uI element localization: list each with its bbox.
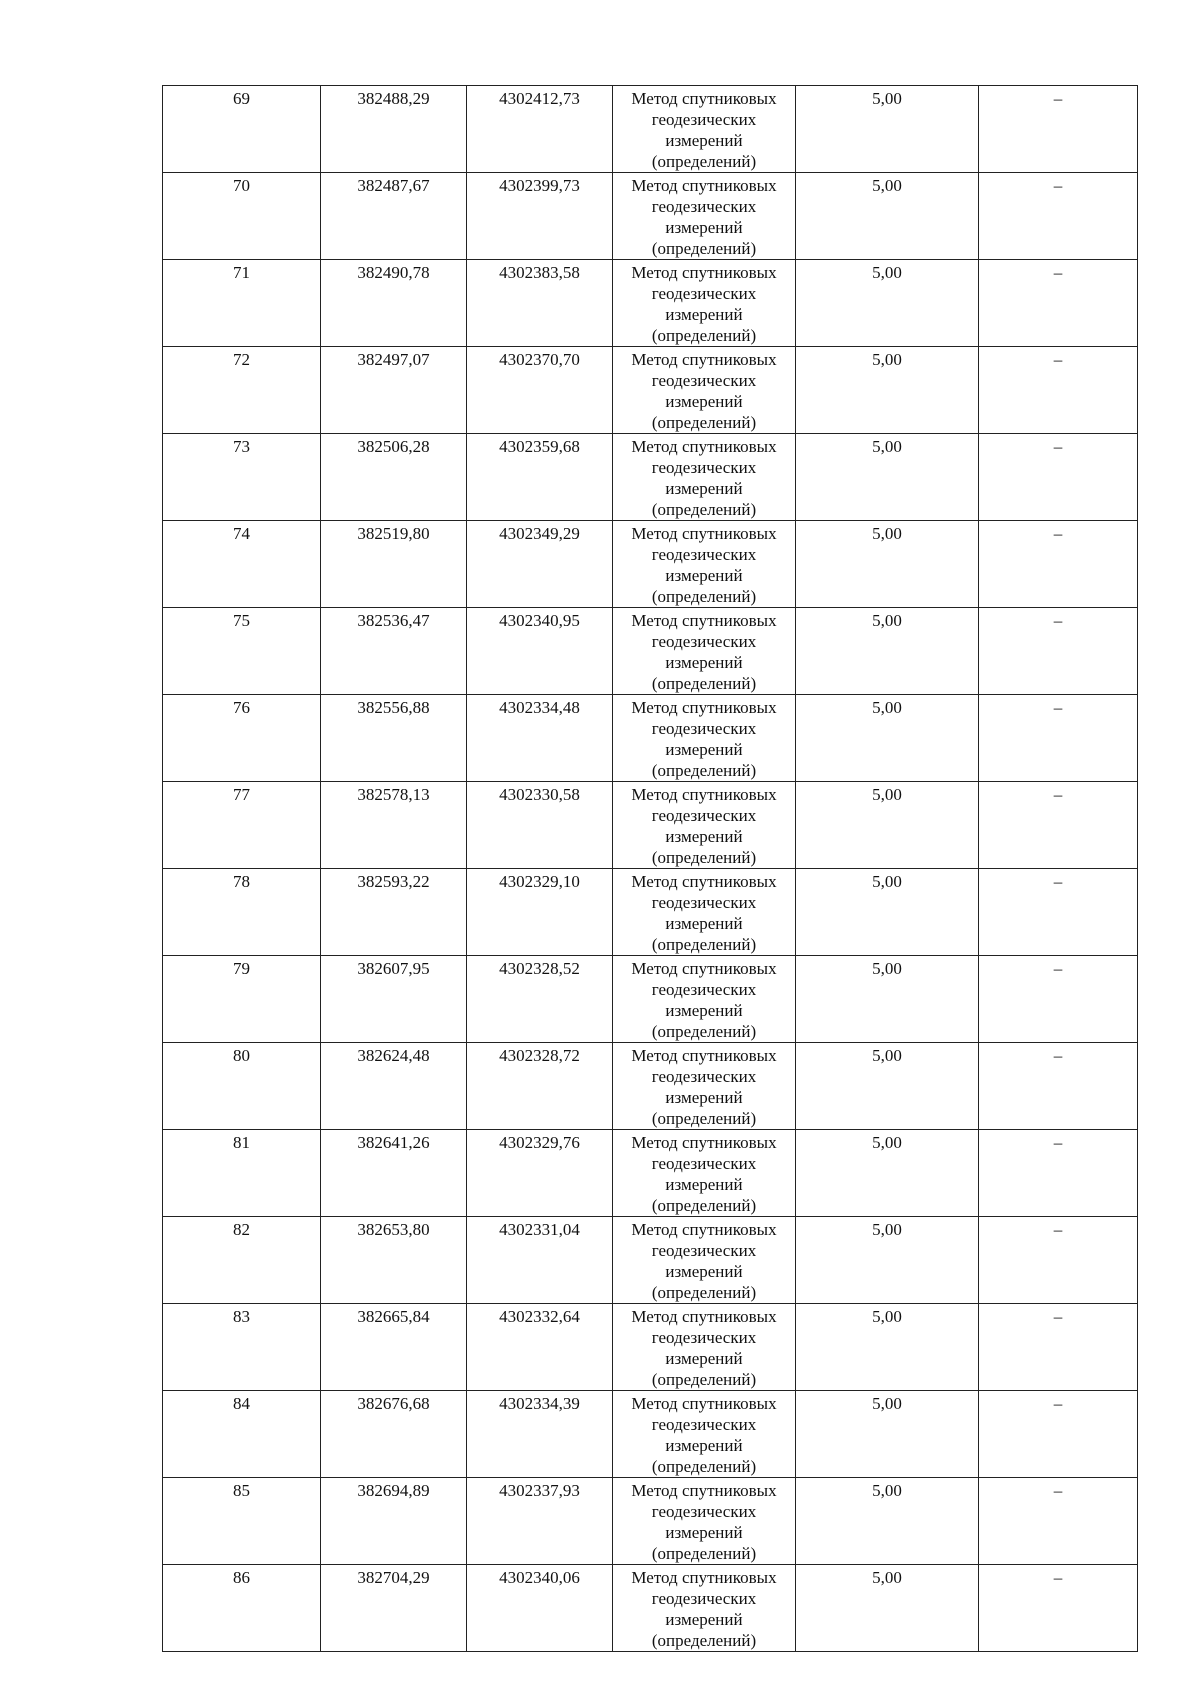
- point-number-cell: [163, 1391, 321, 1478]
- method-cell: [613, 869, 796, 956]
- point-number-cell: [163, 869, 321, 956]
- accuracy-cell: [796, 782, 979, 869]
- method-cell: [613, 1565, 796, 1652]
- table-row: [163, 956, 1138, 1043]
- x-coordinate-cell: [321, 434, 467, 521]
- accuracy-cell: [796, 608, 979, 695]
- point-number-value: 76: [233, 698, 250, 717]
- accuracy-value: 5,00: [872, 1394, 902, 1413]
- accuracy-value: 5,00: [872, 698, 902, 717]
- note-cell: [979, 1043, 1138, 1130]
- x-coordinate-value: 382578,13: [357, 785, 430, 804]
- note-value: –: [1053, 1307, 1063, 1326]
- note-value: –: [1053, 1220, 1063, 1239]
- x-coordinate-cell: [321, 86, 467, 173]
- method-cell: [613, 173, 796, 260]
- y-coordinate-value: 4302340,06: [499, 1568, 580, 1587]
- y-coordinate-value: 4302329,10: [499, 872, 580, 891]
- point-number-value: 71: [233, 263, 250, 282]
- table-row: [163, 86, 1138, 173]
- x-coordinate-value: 382556,88: [357, 698, 430, 717]
- y-coordinate-value: 4302359,68: [499, 437, 580, 456]
- table-row: [163, 434, 1138, 521]
- method-value: Метод спутниковых геодезических измерений (определений): [631, 1220, 777, 1302]
- method-cell: [613, 608, 796, 695]
- x-coordinate-value: 382676,68: [357, 1394, 430, 1413]
- note-cell: [979, 1304, 1138, 1391]
- point-number-value: 84: [233, 1394, 250, 1413]
- accuracy-cell: [796, 86, 979, 173]
- y-coordinate-cell: [467, 1217, 613, 1304]
- x-coordinate-value: 382694,89: [357, 1481, 430, 1500]
- y-coordinate-value: 4302337,93: [499, 1481, 580, 1500]
- x-coordinate-cell: [321, 869, 467, 956]
- y-coordinate-cell: [467, 956, 613, 1043]
- accuracy-cell: [796, 956, 979, 1043]
- note-value: –: [1053, 1133, 1063, 1152]
- table-row: [163, 347, 1138, 434]
- note-value: –: [1053, 611, 1063, 630]
- method-value: Метод спутниковых геодезических измерений (определений): [631, 785, 777, 867]
- accuracy-value: 5,00: [872, 89, 902, 108]
- y-coordinate-cell: [467, 782, 613, 869]
- accuracy-value: 5,00: [872, 959, 902, 978]
- method-cell: [613, 347, 796, 434]
- x-coordinate-value: 382497,07: [357, 350, 430, 369]
- method-value: Метод спутниковых геодезических измерений (определений): [631, 698, 777, 780]
- y-coordinate-value: 4302349,29: [499, 524, 580, 543]
- method-cell: [613, 1130, 796, 1217]
- table-row: [163, 1217, 1138, 1304]
- note-value: –: [1053, 698, 1063, 717]
- table-row: [163, 608, 1138, 695]
- x-coordinate-cell: [321, 1043, 467, 1130]
- point-number-cell: [163, 347, 321, 434]
- point-number-cell: [163, 1130, 321, 1217]
- table-row: [163, 1043, 1138, 1130]
- x-coordinate-cell: [321, 1478, 467, 1565]
- y-coordinate-value: 4302370,70: [499, 350, 580, 369]
- x-coordinate-value: 382490,78: [357, 263, 430, 282]
- accuracy-cell: [796, 173, 979, 260]
- x-coordinate-value: 382607,95: [357, 959, 430, 978]
- note-cell: [979, 260, 1138, 347]
- table-row: [163, 1304, 1138, 1391]
- note-value: –: [1053, 1481, 1063, 1500]
- note-cell: [979, 1391, 1138, 1478]
- accuracy-value: 5,00: [872, 1220, 902, 1239]
- note-cell: [979, 695, 1138, 782]
- accuracy-value: 5,00: [872, 176, 902, 195]
- method-cell: [613, 1304, 796, 1391]
- method-cell: [613, 86, 796, 173]
- table-row: [163, 782, 1138, 869]
- x-coordinate-cell: [321, 260, 467, 347]
- point-number-cell: [163, 1043, 321, 1130]
- y-coordinate-cell: [467, 869, 613, 956]
- y-coordinate-value: 4302328,52: [499, 959, 580, 978]
- accuracy-cell: [796, 695, 979, 782]
- point-number-cell: [163, 260, 321, 347]
- point-number-cell: [163, 521, 321, 608]
- point-number-value: 78: [233, 872, 250, 891]
- y-coordinate-value: 4302328,72: [499, 1046, 580, 1065]
- note-value: –: [1053, 524, 1063, 543]
- accuracy-value: 5,00: [872, 1568, 902, 1587]
- accuracy-value: 5,00: [872, 1133, 902, 1152]
- accuracy-cell: [796, 434, 979, 521]
- y-coordinate-value: 4302329,76: [499, 1133, 580, 1152]
- y-coordinate-cell: [467, 521, 613, 608]
- note-value: –: [1053, 1394, 1063, 1413]
- point-number-cell: [163, 1304, 321, 1391]
- x-coordinate-value: 382488,29: [357, 89, 430, 108]
- note-value: –: [1053, 437, 1063, 456]
- y-coordinate-cell: [467, 608, 613, 695]
- note-value: –: [1053, 89, 1063, 108]
- x-coordinate-value: 382704,29: [357, 1568, 430, 1587]
- point-number-cell: [163, 956, 321, 1043]
- note-cell: [979, 86, 1138, 173]
- method-value: Метод спутниковых геодезических измерений (определений): [631, 1568, 777, 1650]
- note-value: –: [1053, 872, 1063, 891]
- x-coordinate-cell: [321, 347, 467, 434]
- method-value: Метод спутниковых геодезических измерений (определений): [631, 89, 777, 171]
- point-number-value: 69: [233, 89, 250, 108]
- table-row: [163, 869, 1138, 956]
- coordinates-table: [162, 85, 1138, 1652]
- y-coordinate-cell: [467, 1478, 613, 1565]
- note-value: –: [1053, 263, 1063, 282]
- x-coordinate-value: 382653,80: [357, 1220, 430, 1239]
- method-value: Метод спутниковых геодезических измерений (определений): [631, 176, 777, 258]
- method-value: Метод спутниковых геодезических измерений (определений): [631, 1307, 777, 1389]
- point-number-value: 86: [233, 1568, 250, 1587]
- x-coordinate-cell: [321, 695, 467, 782]
- table-row: [163, 173, 1138, 260]
- point-number-value: 82: [233, 1220, 250, 1239]
- point-number-value: 70: [233, 176, 250, 195]
- method-value: Метод спутниковых геодезических измерений (определений): [631, 1394, 777, 1476]
- x-coordinate-value: 382536,47: [357, 611, 430, 630]
- note-cell: [979, 608, 1138, 695]
- point-number-value: 81: [233, 1133, 250, 1152]
- point-number-value: 77: [233, 785, 250, 804]
- point-number-value: 85: [233, 1481, 250, 1500]
- accuracy-cell: [796, 1130, 979, 1217]
- accuracy-value: 5,00: [872, 350, 902, 369]
- accuracy-cell: [796, 1478, 979, 1565]
- method-cell: [613, 260, 796, 347]
- x-coordinate-value: 382665,84: [357, 1307, 430, 1326]
- accuracy-cell: [796, 1565, 979, 1652]
- note-cell: [979, 782, 1138, 869]
- method-value: Метод спутниковых геодезических измерений (определений): [631, 524, 777, 606]
- accuracy-value: 5,00: [872, 611, 902, 630]
- x-coordinate-cell: [321, 1565, 467, 1652]
- y-coordinate-cell: [467, 1565, 613, 1652]
- x-coordinate-cell: [321, 608, 467, 695]
- note-value: –: [1053, 350, 1063, 369]
- accuracy-cell: [796, 1304, 979, 1391]
- y-coordinate-cell: [467, 1304, 613, 1391]
- accuracy-cell: [796, 1043, 979, 1130]
- note-value: –: [1053, 1568, 1063, 1587]
- method-value: Метод спутниковых геодезических измерений (определений): [631, 437, 777, 519]
- note-cell: [979, 347, 1138, 434]
- y-coordinate-cell: [467, 434, 613, 521]
- y-coordinate-cell: [467, 1391, 613, 1478]
- note-cell: [979, 173, 1138, 260]
- note-cell: [979, 1217, 1138, 1304]
- accuracy-value: 5,00: [872, 785, 902, 804]
- method-value: Метод спутниковых геодезических измерений (определений): [631, 1481, 777, 1563]
- y-coordinate-value: 4302340,95: [499, 611, 580, 630]
- method-cell: [613, 956, 796, 1043]
- table-row: [163, 260, 1138, 347]
- point-number-cell: [163, 1478, 321, 1565]
- point-number-value: 74: [233, 524, 250, 543]
- x-coordinate-value: 382593,22: [357, 872, 430, 891]
- note-cell: [979, 1565, 1138, 1652]
- table-row: [163, 1478, 1138, 1565]
- accuracy-value: 5,00: [872, 524, 902, 543]
- point-number-cell: [163, 782, 321, 869]
- y-coordinate-value: 4302412,73: [499, 89, 580, 108]
- accuracy-value: 5,00: [872, 1481, 902, 1500]
- accuracy-cell: [796, 521, 979, 608]
- point-number-cell: [163, 434, 321, 521]
- y-coordinate-cell: [467, 173, 613, 260]
- x-coordinate-value: 382641,26: [357, 1133, 430, 1152]
- point-number-cell: [163, 1565, 321, 1652]
- method-value: Метод спутниковых геодезических измерений (определений): [631, 263, 777, 345]
- x-coordinate-value: 382519,80: [357, 524, 430, 543]
- accuracy-cell: [796, 869, 979, 956]
- note-cell: [979, 434, 1138, 521]
- method-value: Метод спутниковых геодезических измерений (определений): [631, 1046, 777, 1128]
- method-value: Метод спутниковых геодезических измерений (определений): [631, 350, 777, 432]
- point-number-cell: [163, 608, 321, 695]
- y-coordinate-cell: [467, 347, 613, 434]
- table-row: [163, 1391, 1138, 1478]
- point-number-value: 80: [233, 1046, 250, 1065]
- accuracy-cell: [796, 1217, 979, 1304]
- point-number-value: 83: [233, 1307, 250, 1326]
- x-coordinate-value: 382487,67: [357, 176, 430, 195]
- table-row: [163, 521, 1138, 608]
- x-coordinate-cell: [321, 956, 467, 1043]
- method-value: Метод спутниковых геодезических измерений (определений): [631, 611, 777, 693]
- method-cell: [613, 1478, 796, 1565]
- y-coordinate-value: 4302332,64: [499, 1307, 580, 1326]
- accuracy-value: 5,00: [872, 1046, 902, 1065]
- y-coordinate-value: 4302331,04: [499, 1220, 580, 1239]
- y-coordinate-cell: [467, 695, 613, 782]
- accuracy-cell: [796, 347, 979, 434]
- note-value: –: [1053, 785, 1063, 804]
- y-coordinate-value: 4302334,48: [499, 698, 580, 717]
- point-number-value: 73: [233, 437, 250, 456]
- x-coordinate-cell: [321, 1391, 467, 1478]
- table-row: [163, 1565, 1138, 1652]
- y-coordinate-cell: [467, 86, 613, 173]
- coordinates-table-body: [163, 86, 1138, 1652]
- method-cell: [613, 1391, 796, 1478]
- table-row: [163, 695, 1138, 782]
- point-number-value: 75: [233, 611, 250, 630]
- y-coordinate-cell: [467, 260, 613, 347]
- note-value: –: [1053, 959, 1063, 978]
- note-cell: [979, 956, 1138, 1043]
- method-cell: [613, 695, 796, 782]
- note-value: –: [1053, 1046, 1063, 1065]
- accuracy-value: 5,00: [872, 872, 902, 891]
- note-cell: [979, 869, 1138, 956]
- note-value: –: [1053, 176, 1063, 195]
- table-row: [163, 1130, 1138, 1217]
- method-cell: [613, 782, 796, 869]
- method-cell: [613, 434, 796, 521]
- method-value: Метод спутниковых геодезических измерений (определений): [631, 959, 777, 1041]
- y-coordinate-value: 4302334,39: [499, 1394, 580, 1413]
- x-coordinate-cell: [321, 1304, 467, 1391]
- point-number-cell: [163, 695, 321, 782]
- x-coordinate-cell: [321, 1130, 467, 1217]
- method-value: Метод спутниковых геодезических измерений (определений): [631, 1133, 777, 1215]
- accuracy-cell: [796, 260, 979, 347]
- y-coordinate-value: 4302399,73: [499, 176, 580, 195]
- note-cell: [979, 1478, 1138, 1565]
- accuracy-value: 5,00: [872, 437, 902, 456]
- point-number-value: 79: [233, 959, 250, 978]
- y-coordinate-value: 4302330,58: [499, 785, 580, 804]
- method-cell: [613, 521, 796, 608]
- accuracy-value: 5,00: [872, 263, 902, 282]
- x-coordinate-value: 382506,28: [357, 437, 430, 456]
- accuracy-cell: [796, 1391, 979, 1478]
- note-cell: [979, 521, 1138, 608]
- y-coordinate-value: 4302383,58: [499, 263, 580, 282]
- point-number-cell: [163, 173, 321, 260]
- point-number-value: 72: [233, 350, 250, 369]
- x-coordinate-cell: [321, 521, 467, 608]
- x-coordinate-cell: [321, 1217, 467, 1304]
- y-coordinate-cell: [467, 1130, 613, 1217]
- x-coordinate-cell: [321, 173, 467, 260]
- method-value: Метод спутниковых геодезических измерений (определений): [631, 872, 777, 954]
- point-number-cell: [163, 86, 321, 173]
- accuracy-value: 5,00: [872, 1307, 902, 1326]
- note-cell: [979, 1130, 1138, 1217]
- method-cell: [613, 1043, 796, 1130]
- y-coordinate-cell: [467, 1043, 613, 1130]
- point-number-cell: [163, 1217, 321, 1304]
- x-coordinate-value: 382624,48: [357, 1046, 430, 1065]
- method-cell: [613, 1217, 796, 1304]
- x-coordinate-cell: [321, 782, 467, 869]
